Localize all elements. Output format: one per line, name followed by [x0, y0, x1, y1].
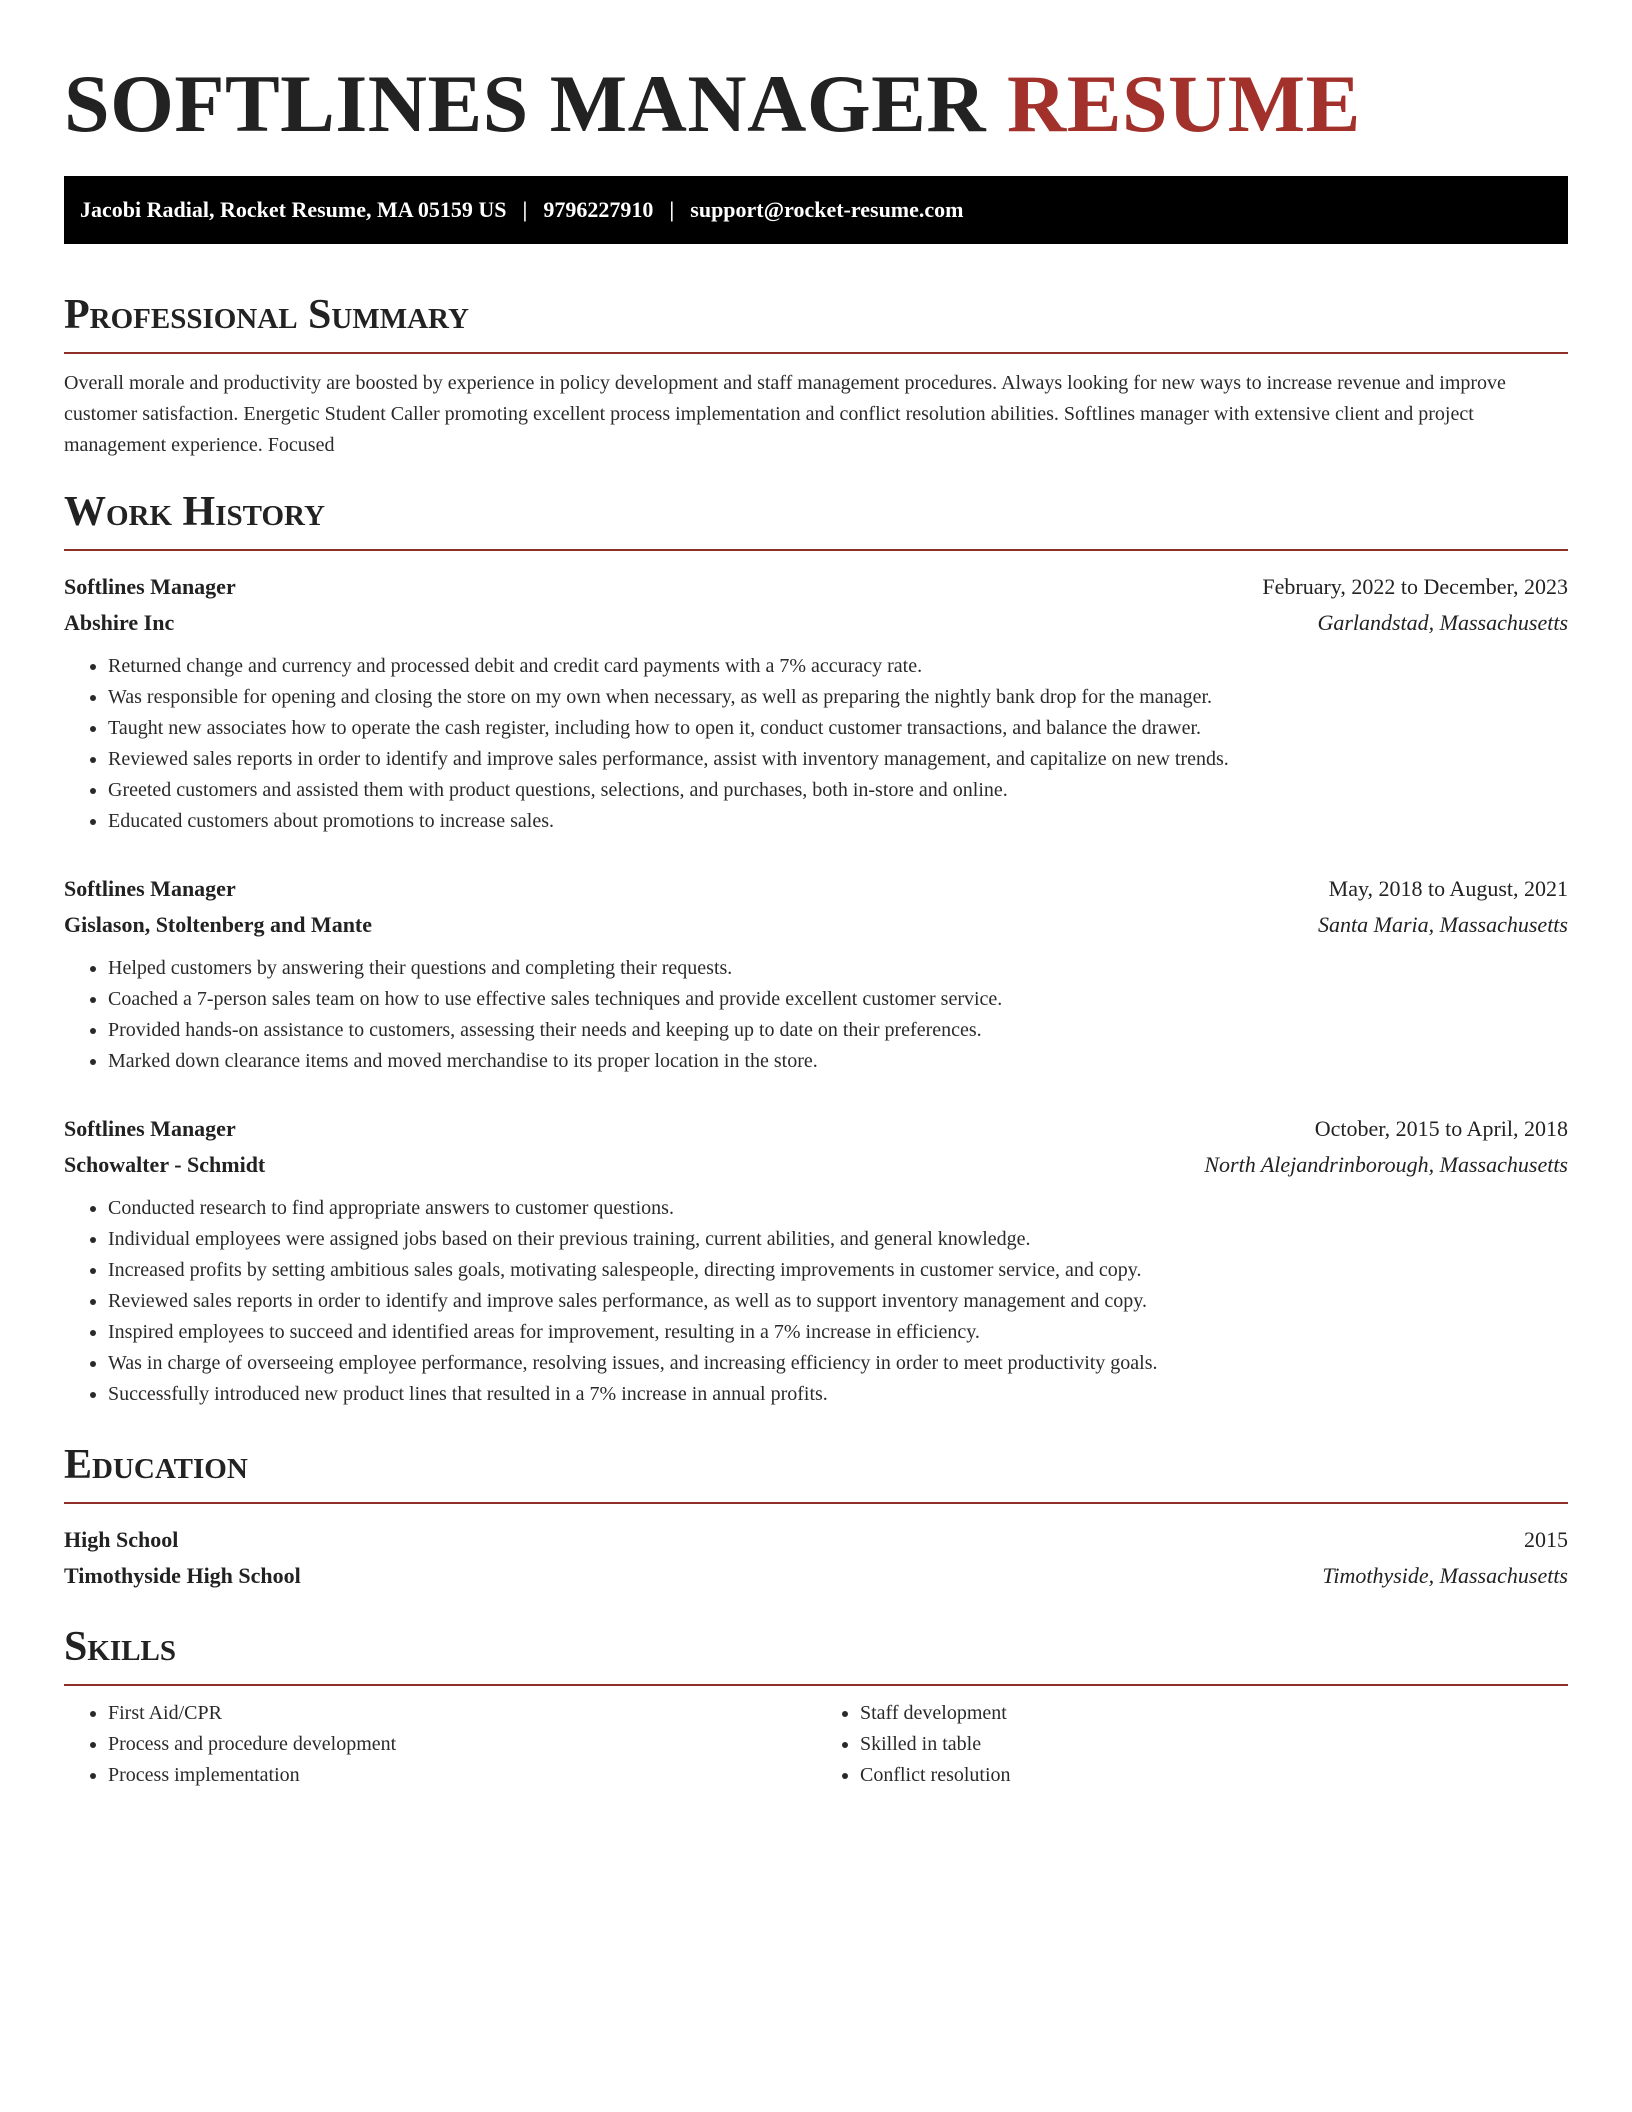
- contact-separator: |: [669, 197, 675, 222]
- education-entry: [64, 1522, 1568, 1594]
- skill-item: • Process implementation: [108, 1760, 816, 1791]
- job-bullet: • Returned change and currency and processed debit and credit card payments with a 7% accuracy rate.: [108, 651, 1568, 682]
- job-bullets: [64, 651, 1568, 837]
- job-location: Santa Maria, Massachusetts: [1318, 912, 1568, 937]
- job-bullet: • Greeted customers and assisted them with product questions, selections, and purchases, both in-store and online.: [108, 775, 1568, 806]
- job-entry: [64, 1111, 1568, 1410]
- job-bullet: • Individual employees were assigned jobs based on their previous training, current abilities, and general knowledge.: [108, 1224, 1568, 1255]
- job-company: Abshire Inc: [64, 610, 175, 635]
- job-header-row: [64, 569, 1568, 605]
- job-bullet: • Increased profits by setting ambitious sales goals, motivating salespeople, directing improvements in customer service, and copy.: [108, 1255, 1568, 1286]
- job-dates: May, 2018 to August, 2021: [1328, 876, 1568, 901]
- job-dates: February, 2022 to December, 2023: [1262, 574, 1568, 599]
- job-bullet: • Successfully introduced new product lines that resulted in a 7% increase in annual profits.: [108, 1379, 1568, 1410]
- skills-grid: [64, 1698, 1568, 1791]
- job-bullet: • Inspired employees to succeed and identified areas for improvement, resulting in a 7% increase in efficiency.: [108, 1317, 1568, 1348]
- job-location: North Alejandrinborough, Massachusetts: [1204, 1152, 1568, 1177]
- education-location: Timothyside, Massachusetts: [1322, 1563, 1568, 1588]
- job-bullet: • Taught new associates how to operate the cash register, including how to open it, conduct customer transactions, and balance the drawer.: [108, 713, 1568, 744]
- education-school: Timothyside High School: [64, 1563, 301, 1588]
- job-bullet: • Reviewed sales reports in order to identify and improve sales performance, assist with inventory management, and capitalize on new trends.: [108, 744, 1568, 775]
- skill-item: • Process and procedure development: [108, 1729, 816, 1760]
- job-bullet: • Was in charge of overseeing employee performance, resolving issues, and increasing efficiency in order to meet productivity goals.: [108, 1348, 1568, 1379]
- job-company: Schowalter - Schmidt: [64, 1152, 266, 1177]
- contact-email: support@rocket-resume.com: [690, 197, 964, 222]
- skills-column-right: [816, 1698, 1568, 1791]
- summary-heading: Professional Summary: [64, 290, 1568, 354]
- job-bullet: • Marked down clearance items and moved merchandise to its proper location in the store.: [108, 1046, 1568, 1077]
- job-header-row: [64, 1111, 1568, 1147]
- job-bullet: • Educated customers about promotions to increase sales.: [108, 806, 1568, 837]
- education-year: 2015: [1524, 1527, 1568, 1552]
- contact-phone: 9796227910: [543, 197, 654, 222]
- contact-separator: |: [522, 197, 528, 222]
- job-bullet: • Provided hands-on assistance to customers, assessing their needs and keeping up to date on their preferences.: [108, 1015, 1568, 1046]
- skill-item: • Staff development: [860, 1698, 1568, 1729]
- contact-bar: [64, 176, 1568, 244]
- title-accent: RESUME: [1007, 58, 1361, 149]
- job-dates: October, 2015 to April, 2018: [1314, 1116, 1568, 1141]
- job-bullet: • Coached a 7-person sales team on how to use effective sales techniques and provide excellent customer service.: [108, 984, 1568, 1015]
- job-bullet: • Conducted research to find appropriate answers to customer questions.: [108, 1193, 1568, 1224]
- job-entry: [64, 569, 1568, 837]
- job-company-row: [64, 1147, 1568, 1183]
- education-school-row: [64, 1558, 1568, 1594]
- skill-item: • First Aid/CPR: [108, 1698, 816, 1729]
- job-header-row: [64, 871, 1568, 907]
- job-bullet: • Was responsible for opening and closing the store on my own when necessary, as well as preparing the nightly bank drop for the manager.: [108, 682, 1568, 713]
- job-bullet: • Helped customers by answering their questions and completing their requests.: [108, 953, 1568, 984]
- resume-title: [64, 56, 1568, 152]
- skills-heading: Skills: [64, 1622, 1568, 1686]
- education-header-row: [64, 1522, 1568, 1558]
- job-title: Softlines Manager: [64, 1116, 236, 1141]
- title-main: SOFTLINES MANAGER: [64, 58, 987, 149]
- education-section: [64, 1440, 1568, 1594]
- contact-address: Jacobi Radial, Rocket Resume, MA 05159 US: [80, 197, 507, 222]
- job-company-row: [64, 605, 1568, 641]
- job-entry: [64, 871, 1568, 1077]
- job-title: Softlines Manager: [64, 876, 236, 901]
- job-bullets: [64, 953, 1568, 1077]
- skills-column-left: [64, 1698, 816, 1791]
- summary-text: Overall morale and productivity are boosted by experience in policy development and staff management procedures. Always looking for new ways to increase revenue and improve customer satisfaction. Energetic Student Caller promoting excellent process implementation and conflict resolution abilities. Softlines manager with extensive client and project management experience. Focused: [64, 372, 1506, 456]
- skills-section: [64, 1622, 1568, 1791]
- work-history-section: [64, 487, 1568, 1410]
- skill-item: • Skilled in table: [860, 1729, 1568, 1760]
- summary-section: [64, 290, 1568, 461]
- skill-item: • Conflict resolution: [860, 1760, 1568, 1791]
- job-bullet: • Reviewed sales reports in order to identify and improve sales performance, as well as to support inventory management and copy.: [108, 1286, 1568, 1317]
- education-degree: High School: [64, 1527, 179, 1552]
- job-bullets: [64, 1193, 1568, 1410]
- job-company: Gislason, Stoltenberg and Mante: [64, 912, 373, 937]
- job-location: Garlandstad, Massachusetts: [1317, 610, 1568, 635]
- work-history-heading: Work History: [64, 487, 1568, 551]
- job-company-row: [64, 907, 1568, 943]
- job-title: Softlines Manager: [64, 574, 236, 599]
- education-heading: Education: [64, 1440, 1568, 1504]
